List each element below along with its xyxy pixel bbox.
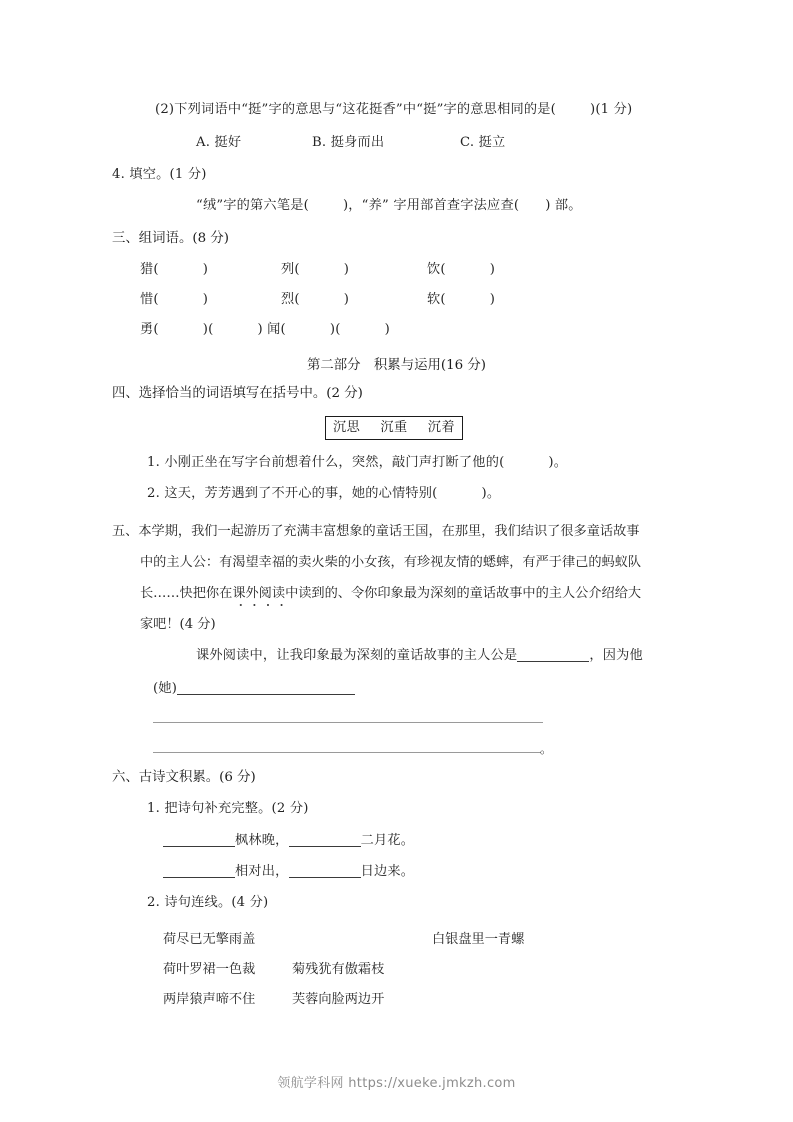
section-3-sep-1: )( [202,322,214,337]
section-4-item-2 [147,486,500,502]
option-c-text: 挺立 [478,135,506,150]
section-3-char: 惜( [140,292,159,307]
poem-blank-3[interactable] [163,877,235,878]
section-3-char-wen: ) 闻( [257,322,286,337]
answer-prompt-b: ，因为他 [589,648,643,663]
section-3-char: 列( [281,262,300,277]
item-1-number: 1. [147,455,160,470]
question-2-stem-tail: )(1 分) [589,102,633,117]
item-1-text: 小刚正坐在写字台前想着什么，突然，敲门声打断了他的( [164,455,505,470]
answer-prompt-c: (她) [153,681,178,696]
section-3-row-3[interactable] [140,322,390,338]
word-bank-box [325,416,463,440]
section-5-line-1 [112,516,640,547]
section-5-answer-line-1 [196,648,643,664]
section-6-sub-2-heading [147,895,268,911]
option-a-label: A. [196,135,211,150]
match-right-item-3[interactable]: 芙蓉向脸两边开 [292,992,385,1007]
section-3-char: 猎( [140,262,159,277]
section-3-close: ) [384,322,390,337]
section-3-cell[interactable] [281,292,349,308]
poem-blank-2[interactable] [289,846,361,847]
question-2-stem [155,102,632,118]
answer-prompt-a: 课外阅读中，让我印象最为深刻的童话故事的主人公是 [196,648,518,663]
site-watermark: 领航学科网 https://xueke.jmkzh.com [277,1076,516,1091]
question-4-part-c: ) 部。 [545,198,582,213]
option-a-text: 挺好 [214,135,242,150]
poem-end-2: 日边来。 [360,864,415,879]
section-5-text-1: 本学期，我们一起游历了充满丰富想象的童话王国，在那里，我们结识了很多童话故事 [138,524,640,539]
question-2-option-b[interactable] [312,135,384,151]
word-bank-item-3[interactable]: 沉着 [427,420,456,435]
section-3-char: 饮( [427,262,446,277]
poem-mid-2: 相对出， [235,864,289,879]
section-3-close: ) [202,292,209,307]
match-right-item-2[interactable]: 菊残犹有傲霜枝 [292,962,385,977]
section-5-marker: 五、 [112,524,139,539]
section-3-close: ) [489,262,496,277]
match-left-item-1[interactable]: 荷尽已无擎雨盖 [163,932,256,947]
poem-blank-1[interactable] [163,846,235,847]
poem-end-1: 二月花。 [360,833,415,848]
section-5-blank-rule-2[interactable] [153,752,541,753]
section-5-emphasis: 课外阅读 [232,586,286,601]
poem-fill-line-2 [163,864,414,880]
question-4-heading [112,167,207,183]
section-6-heading: 六、古诗文积累。(6 分) [112,770,256,785]
section-4-item-1 [147,455,567,471]
option-c-label: C. [460,135,475,150]
section-5-blank-rule-1[interactable] [153,722,543,723]
section-3-cell[interactable] [427,262,495,278]
match-left-item-2[interactable]: 荷叶罗裙一色裁 [163,962,256,977]
section-3-close: ) [489,292,496,307]
section-5-line-2: 中的主人公：有渴望幸福的卖火柴的小女孩，有珍视友情的蟋蟀，有严于律己的蚂蚁队 [140,555,642,570]
section-3-close: ) [343,292,350,307]
option-b-label: B. [312,135,327,150]
section-5-text-3a: 长……快把你在 [140,586,233,601]
question-2-option-a[interactable] [196,135,241,151]
section-6-sub-1-heading [147,801,309,817]
poem-mid-1: 枫林晚， [235,833,289,848]
question-4-number: 4. [112,167,125,182]
section-3-char-yong: 勇( [140,322,159,337]
section-3-cell[interactable] [140,262,208,278]
match-right-item-1[interactable]: 白银盘里一青螺 [432,932,525,947]
word-bank-item-2[interactable]: 沉重 [380,420,408,435]
question-4-part-a: “绒”字的第六笔是( [196,198,309,213]
question-2-option-c[interactable] [460,135,505,151]
poem-blank-4[interactable] [289,877,361,878]
answer-blank-2[interactable] [177,694,355,695]
section-3-cell[interactable] [427,292,495,308]
section-5-text-3b: 中读到的、令你印象最为深刻的童话故事中的主人公介绍给大 [285,586,642,601]
section-3-cell[interactable] [281,262,349,278]
word-bank-item-1[interactable]: 沉思 [333,420,361,435]
item-2-tail: )。 [481,486,501,501]
section-4-heading: 四、选择恰当的词语填写在括号中。(2 分) [112,386,363,401]
sub-2-number: 2. [147,895,160,910]
question-4-title: 填空。(1 分) [129,167,207,182]
section-5-answer-line-2 [153,681,355,697]
question-4-part-b: )，“养” 字用部首查字法应查( [342,198,520,213]
section-3-cell[interactable] [140,292,208,308]
option-b-text: 挺身而出 [330,135,385,150]
item-1-tail: )。 [548,455,568,470]
match-left-item-3[interactable]: 两岸猿声啼不住 [163,992,256,1007]
section-5-answer-period: 。 [540,742,553,756]
section-3-close: ) [202,262,209,277]
part-2-title: 第二部分 积累与运用(16 分) [306,358,487,373]
section-3-char: 烈( [281,292,300,307]
sub-1-number: 1. [147,801,160,816]
question-2-stem-text: (2)下列词语中“挺”字的意思与“这花挺香”中“挺”字的意思相同的是( [155,102,556,117]
question-4-body [196,198,582,214]
answer-blank-1[interactable] [517,661,589,662]
poem-fill-line-1 [163,833,414,849]
section-5-line-3 [140,578,641,609]
section-3-char: 软( [427,292,446,307]
item-2-number: 2. [147,486,160,501]
section-3-close: ) [343,262,350,277]
section-3-sep-2: )( [329,322,341,337]
section-5-line-4: 家吧！(4 分) [140,617,216,632]
section-3-heading: 三、组词语。(8 分) [112,231,229,246]
sub-1-title: 把诗句补充完整。(2 分) [164,801,309,816]
sub-2-title: 诗句连线。(4 分) [164,895,269,910]
item-2-text: 这天，芳芳遇到了不开心的事，她的心情特别( [164,486,438,501]
